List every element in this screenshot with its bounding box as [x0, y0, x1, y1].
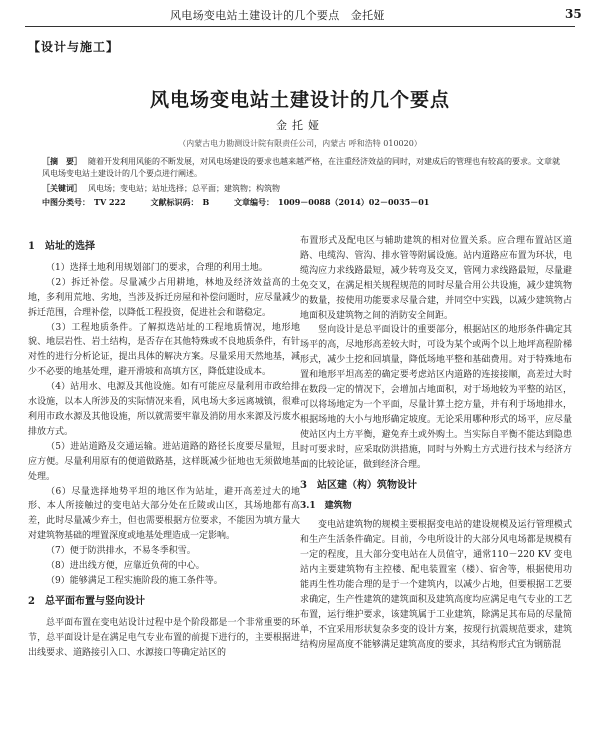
paragraph: （8）进出线方便，应靠近负荷的中心。: [46, 561, 205, 572]
articleno-value: 1009－0088（2014）02－0035－01: [278, 197, 430, 207]
paragraph: 总平面布置在变电站设计过程中是个阶段都是一个非常重要的环节，总平面设计是在满足电气专业布置的前提下进行的，主要根据进出线要求、道路接引入口、水源接口等确定站区的: [28, 617, 300, 658]
paragraph: （1）选择土地利用规划部门的要求，合理的利用土地。: [46, 262, 268, 273]
paragraph: （6）尽量选择地势平坦的地区作为站址，避开高差过大的地形、本人所接触过的变电站大部分处在丘陵或山区，其场地都有高差，此时尽量减少弃土，但也需要根据方位要求，不能因为填方量大对建筑物基础的埋置深度或地基处理造成一定影响。: [28, 486, 300, 542]
running-header: [0, 0, 600, 24]
paragraph: （4）站用水、电源及其他设施。如有可能应尽量利用市政给排水设施，以本人所涉及的实际情况来看，风电场大多远离城镇，很难利用市政水源及其他设施，所以就需要牢靠及消防用水来源及污废水排放方式。: [28, 382, 300, 437]
keywords: [42, 182, 562, 195]
section-heading-2: 2 总平面布置与竖向设计: [28, 595, 145, 607]
doccode-value: B: [202, 197, 210, 207]
right-column: [300, 234, 572, 652]
abstract-label: ［摘 要］: [42, 156, 82, 166]
clc-label: 中图分类号：: [42, 197, 90, 207]
paragraph: 变电站建筑物的规模主要根据变电站的建设规模及运行管理模式和生产生活条件确定。目前，今电所设计的大部分风电场都是规模有一定的程度，且大部分变电站在人员值守，通常110－220 KV 变电站内主要建筑物有主控楼、配电装置室（楼）、宿舍等，根据使用功能再生性功能合理的是于一个建筑内，以减少占地，但要根据工艺要求确定，生产性建筑的建筑面积及建筑高度均应满足电气专业的工艺布置，运行维护要求，该建筑属于工业建筑，除满足其布局的尽量简单，不宜采用形状复杂多变的设计方案，按现行抗震规范要求，建筑结构房屋高度不能够满足建筑高度的要求，其结构形式宜为钢筋混: [300, 520, 572, 650]
paragraph: （9）能够满足工程实施阶段的施工条件等。: [46, 575, 223, 586]
abstract: [42, 155, 562, 180]
article-affiliation: （内蒙古电力勘测设计院有限责任公司，内蒙古 呼和浩特 010020）: [178, 139, 422, 148]
abstract-text: 随着开发利用风能的不断发展，对风电场建设的要求也越来越严格，在注重经济效益的同时，对建成后的管理也有较高的要求。文章就风电场变电站土建设计的几个要点进行阐述。: [42, 157, 560, 178]
paragraph: （7）便于防洪排水，不易冬季积雪。: [46, 546, 196, 557]
section-tag: 【设计与施工】: [28, 40, 120, 54]
paragraph: 布置形式及配电区与辅助建筑的相对位置关系。应合理布置站区道路、电缆沟、管沟、排水管等附属设施。站内道路应布置为环状，电缆沟应力求线路最短，减少转弯及交叉，管网力求线路最短，尽量避免交叉，在满足相关规程规范的同时尽量合用公共设施，减少建筑物的数量，按使用功能要求尽量合建，并同空中实践，以减少建筑物占地面积及建筑物之间的消防安全间距。: [300, 236, 572, 321]
paragraph: （3）工程地质条件。了解拟选站址的工程地质情况，地形地貌、地层岩性、岩土结构，是否存在其他特殊或不良地质条件，有针对性的进行分析论证，提出具体的解决方案。尽量采用天然地基，减少不必要的地基处理，避开滑坡和高填方区，降低建设成本。: [28, 322, 300, 378]
clc-value: TV 222: [94, 197, 126, 207]
paragraph: 竖向设计是总平面设计的重要部分，根据站区的地形条件确定其场平的高，尽地形高差较大时，可设为某个或两个以上地坪高程阶梯形式，减少土挖和回填量，降低场地平整和基础费用。对于特殊地布置和地形平坦高差的确定要考虑站区内道路的连接接顺，高差过大时在数段一定的情况下，会增加占地面积，对于场地较为平整的站区，可以将场地定为一个平面，尽量计算土挖方量，并有利于场地排水，根据场地的大小与地形确定坡度。无论采用哪种形式的场平，应尽量使站区内土方平衡，避免弃土或外购土。当实际自平衡不能达到隐患时可要求时，应采取防洪措施，同时与外购土方式进行技术与经济方面的比较论证，做到经济合理。: [300, 325, 572, 470]
doccode-label: 文献标识码：: [150, 197, 199, 207]
keywords-text: 风电场；变电站；站址选择；总平面；建筑物；构筑物: [88, 184, 280, 193]
article-title: 风电场变电站土建设计的几个要点: [149, 89, 450, 111]
paragraph: （5）进站道路及交通运输。进站道路的路径长度要尽量短，且应方便。尽量利用原有的便道做路基，这样既减少征地也无须做地基处理。: [28, 441, 300, 482]
classification-line: [42, 196, 582, 208]
keywords-label: ［关键词］: [42, 183, 82, 193]
section-heading-3: 3 站区建（构）筑物设计: [300, 479, 417, 491]
subsection-heading-3-1: 3.1 建筑物: [300, 501, 352, 512]
paragraph: （2）拆迁补偿。尽量减少占用耕地，林地及经济效益高的土地，多利用荒地、劣地，当涉及拆迁房屋和补偿问题时，应尽量减少拆迁范围，合理补偿，以降低工程投资，促进社会和谐稳定。: [28, 277, 300, 318]
running-title: 风电场变电站土建设计的几个要点 金托娅: [170, 9, 385, 22]
article-author: 金托娅: [276, 119, 324, 132]
articleno-label: 文章编号：: [234, 197, 275, 207]
page-number: 35: [565, 7, 582, 21]
header-rule: [25, 26, 575, 27]
section-heading-1: 1 站址的选择: [28, 241, 95, 252]
left-column: [28, 234, 300, 660]
